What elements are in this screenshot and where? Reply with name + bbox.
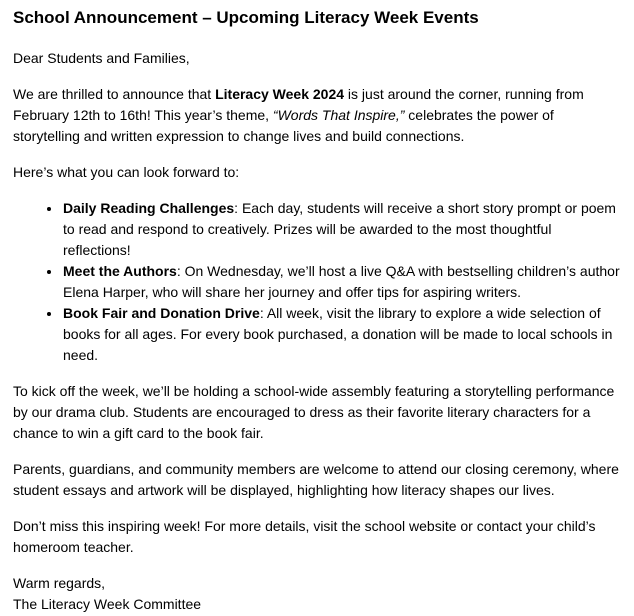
body-paragraph-kickoff: To kick off the week, we’ll be holding a school-wide assembly featuring a storytelling performance by our drama club. Students are encouraged to dress as their favorite literary characters for a chance to win a gift card to the book fair. bbox=[13, 383, 615, 441]
intro-text-1: We are thrilled to announce that bbox=[13, 86, 216, 102]
intro-text-3: celebrates the power of storytelling and written expression to change lives and build connections. bbox=[13, 107, 554, 144]
body-paragraph-ceremony: Parents, guardians, and community members are welcome to attend our closing ceremony, where student essays and artwork will be displayed, highlighting how literacy shapes our lives. bbox=[13, 461, 619, 498]
list-item bbox=[62, 198, 620, 261]
bullet-label: Meet the Authors bbox=[63, 263, 177, 279]
intro-bold-literacy-week: Literacy Week 2024 bbox=[215, 86, 345, 102]
events-bullet-list bbox=[13, 198, 620, 366]
salutation: Dear Students and Families, bbox=[13, 50, 190, 66]
closing-block bbox=[13, 573, 620, 615]
bullet-label: Book Fair and Donation Drive bbox=[63, 305, 260, 321]
bullet-label: Daily Reading Challenges bbox=[63, 200, 235, 216]
document-title: School Announcement – Upcoming Literacy Week Events bbox=[13, 8, 479, 27]
bullet-text: : All week, visit the library to explore a wide selection of books for all ages. For every book purchased, a donation will be made to local schools in need. bbox=[63, 305, 613, 363]
bullet-text: : On Wednesday, we’ll host a live Q&A with bestselling children’s author Elena Harper, who will share her journey and offer tips for aspiring writers. bbox=[63, 263, 620, 300]
body-paragraph-details: Don’t miss this inspiring week! For more details, visit the school website or contact your child’s homeroom teacher. bbox=[13, 518, 596, 555]
intro-text-2: is just around the corner, running from February 12th to 16th! This year’s theme, bbox=[13, 86, 584, 123]
bullet-text: : Each day, students will receive a short story prompt or poem to read and respond to creatively. Prizes will be awarded to the most thoughtful reflections! bbox=[63, 200, 616, 258]
intro-italic-theme: “Words That Inspire,” bbox=[272, 107, 405, 123]
list-item bbox=[62, 261, 620, 303]
lead-in-line: Here’s what you can look forward to: bbox=[13, 164, 240, 180]
signature-line: The Literacy Week Committee bbox=[13, 596, 202, 612]
intro-paragraph bbox=[13, 84, 620, 147]
list-item bbox=[62, 303, 620, 366]
closing-line: Warm regards, bbox=[13, 575, 106, 591]
